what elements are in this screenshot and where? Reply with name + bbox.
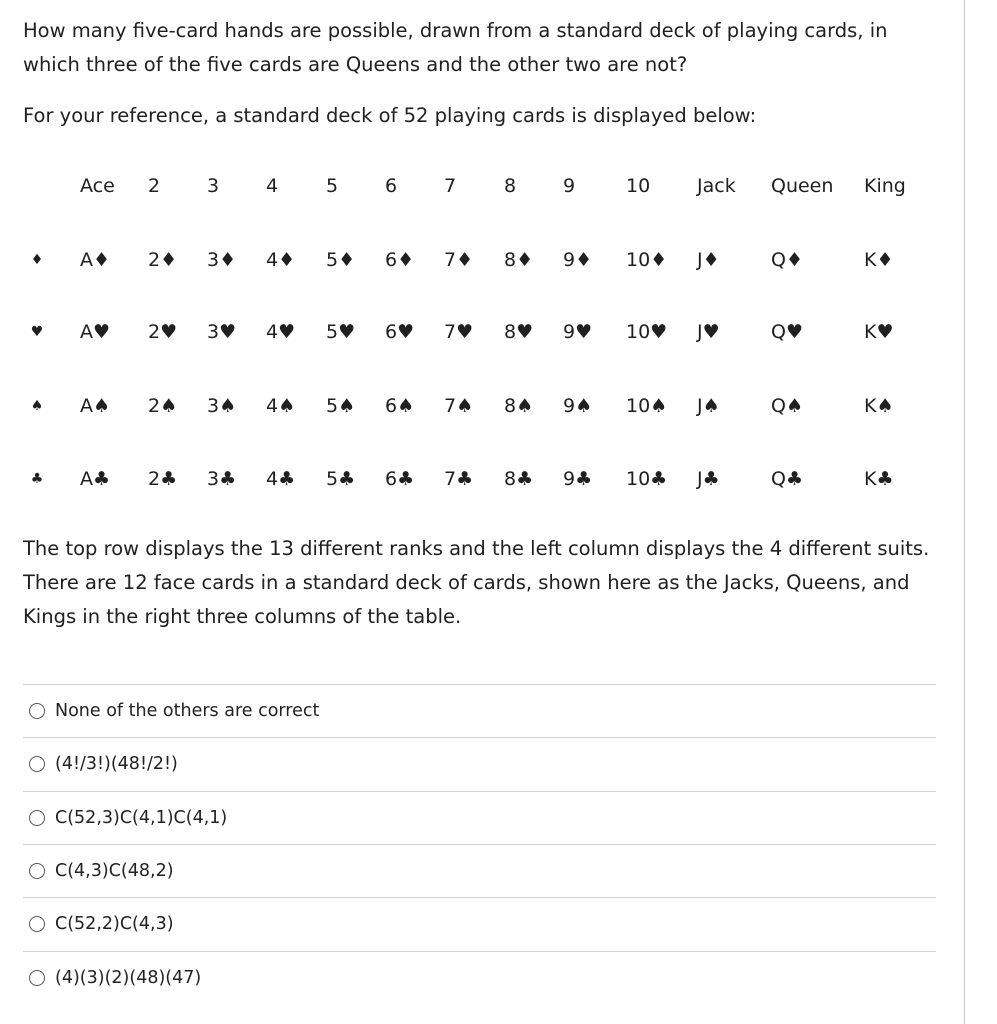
card-cell: 10♥	[626, 321, 668, 343]
radio-button[interactable]	[29, 916, 45, 932]
card-cell: 5♦	[326, 249, 356, 271]
option-label: (4!/3!)(48!/2!)	[55, 753, 178, 774]
card-cell: K♥	[864, 321, 894, 343]
deck-table	[0, 0, 964, 520]
card-cell: 8♣	[504, 468, 534, 490]
rank-header: 2	[148, 175, 161, 197]
rank-header: Jack	[697, 175, 736, 197]
card-cell: 6♥	[385, 321, 415, 343]
rank-header: 7	[444, 175, 457, 197]
card-cell: J♣	[697, 468, 720, 490]
card-cell: 3♣	[207, 468, 237, 490]
card-cell: 9♠	[563, 395, 593, 417]
card-cell: J♦	[697, 249, 720, 271]
option-label: C(52,2)C(4,3)	[55, 913, 174, 934]
card-cell: 6♣	[385, 468, 415, 490]
suit-label: ♠	[30, 398, 44, 414]
card-cell: 7♣	[444, 468, 474, 490]
option-divider	[23, 791, 936, 792]
card-cell: 4♣	[266, 468, 296, 490]
suit-label: ♥	[30, 324, 44, 340]
answer-option[interactable]	[29, 914, 174, 934]
card-cell: 2♦	[148, 249, 178, 271]
radio-button[interactable]	[29, 703, 45, 719]
card-cell: A♣	[80, 468, 111, 490]
option-divider	[23, 897, 936, 898]
card-cell: Q♦	[771, 249, 803, 271]
deck-explanation: The top row displays the 13 different ranks and the left column displays the 4 different suits. There are 12 face cards in a standard deck of cards, shown here as the Jacks, Queens, and Kings in the right three columns of the table.	[23, 537, 930, 628]
rank-header: 3	[207, 175, 220, 197]
card-cell: 10♦	[626, 249, 668, 271]
card-cell: A♥	[80, 321, 111, 343]
card-cell: 4♥	[266, 321, 296, 343]
answer-option[interactable]	[29, 968, 201, 988]
radio-button[interactable]	[29, 810, 45, 826]
card-cell: 8♥	[504, 321, 534, 343]
card-cell: 5♠	[326, 395, 356, 417]
card-cell: K♦	[864, 249, 894, 271]
card-cell: J♥	[697, 321, 720, 343]
card-cell: K♣	[864, 468, 894, 490]
card-cell: A♦	[80, 249, 111, 271]
card-cell: 7♠	[444, 395, 474, 417]
card-cell: 9♥	[563, 321, 593, 343]
card-cell: 5♣	[326, 468, 356, 490]
suit-label: ♦	[30, 252, 44, 268]
option-divider	[23, 951, 936, 952]
card-cell: 5♥	[326, 321, 356, 343]
card-cell: 3♥	[207, 321, 237, 343]
card-cell: 6♠	[385, 395, 415, 417]
card-cell: 8♠	[504, 395, 534, 417]
rank-header: 4	[266, 175, 279, 197]
rank-header: 10	[626, 175, 651, 197]
option-divider	[23, 737, 936, 738]
option-label: (4)(3)(2)(48)(47)	[55, 967, 202, 988]
card-cell: Q♣	[771, 468, 803, 490]
rank-header: King	[864, 175, 906, 197]
answer-option[interactable]	[29, 754, 178, 774]
card-cell: J♠	[697, 395, 720, 417]
radio-button[interactable]	[29, 970, 45, 986]
rank-header: 6	[385, 175, 398, 197]
card-cell: 3♠	[207, 395, 237, 417]
rank-header: 5	[326, 175, 339, 197]
card-cell: K♠	[864, 395, 894, 417]
rank-header: Queen	[771, 175, 834, 197]
option-label: C(52,3)C(4,1)C(4,1)	[55, 807, 228, 828]
card-cell: 10♣	[626, 468, 668, 490]
card-cell: 3♦	[207, 249, 237, 271]
card-cell: 10♠	[626, 395, 668, 417]
card-cell: 2♠	[148, 395, 178, 417]
question-text: How many five-card hands are possible, drawn from a standard deck of playing cards, in which three of the five cards are Queens and the other two are not?	[23, 19, 888, 76]
rank-header: Ace	[80, 175, 115, 197]
suit-label: ♣	[30, 471, 44, 487]
card-cell: 8♦	[504, 249, 534, 271]
card-cell: 2♥	[148, 321, 178, 343]
card-cell: 6♦	[385, 249, 415, 271]
card-cell: 7♦	[444, 249, 474, 271]
rank-header: 8	[504, 175, 517, 197]
option-label: None of the others are correct	[55, 700, 320, 721]
card-cell: 2♣	[148, 468, 178, 490]
reference-text: For your reference, a standard deck of 52 playing cards is displayed below:	[23, 104, 757, 127]
option-label: C(4,3)C(48,2)	[55, 860, 174, 881]
card-cell: Q♥	[771, 321, 803, 343]
option-divider	[23, 844, 936, 845]
answer-option[interactable]	[29, 808, 227, 828]
answer-option[interactable]	[29, 701, 319, 721]
card-cell: 9♦	[563, 249, 593, 271]
radio-button[interactable]	[29, 863, 45, 879]
card-cell: 4♠	[266, 395, 296, 417]
card-cell: A♠	[80, 395, 111, 417]
card-cell: 9♣	[563, 468, 593, 490]
right-border	[964, 0, 965, 1024]
option-divider	[23, 684, 936, 685]
answer-option[interactable]	[29, 861, 174, 881]
card-cell: 7♥	[444, 321, 474, 343]
card-cell: 4♦	[266, 249, 296, 271]
radio-button[interactable]	[29, 756, 45, 772]
card-cell: Q♠	[771, 395, 803, 417]
rank-header: 9	[563, 175, 576, 197]
